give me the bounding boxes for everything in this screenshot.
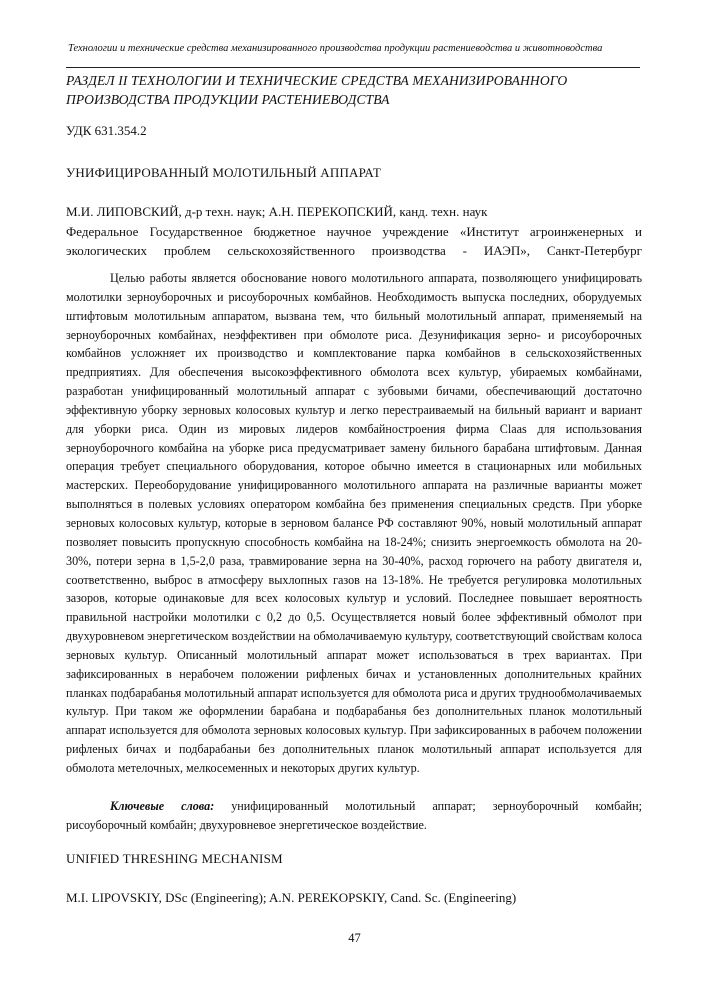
header-divider: [66, 67, 640, 68]
page-number: 47: [348, 931, 361, 945]
keywords-paragraph: [66, 797, 642, 835]
section-title: РАЗДЕЛ II ТЕХНОЛОГИИ И ТЕХНИЧЕСКИЕ СРЕДСТВА МЕХАНИЗИРОВАННОГО ПРОИЗВОДСТВА ПРОДУКЦИИ РАСТЕНИЕВОДСТВА: [66, 73, 568, 107]
english-title: UNIFIED THRESHING MECHANISM: [66, 851, 283, 866]
keywords-text: унифицированный молотильный аппарат; зерноуборочный комбайн; рисоуборочный комбайн; двухуровневое энергетическое воздействие.: [66, 799, 642, 832]
udc-code: УДК 631.354.2: [66, 123, 147, 138]
keywords-label: Ключевые слова:: [110, 799, 215, 813]
authors: М.И. ЛИПОВСКИЙ, д-р техн. наук; А.Н. ПЕРЕКОПСКИЙ, канд. техн. наук: [66, 204, 488, 219]
english-authors: M.I. LIPOVSKIY, DSc (Engineering); A.N. PEREKOPSKIY, Cand. Sc. (Engineering): [66, 890, 517, 905]
running-header: Технологии и технические средства механизированного производства продукции растениеводства и животноводства: [68, 43, 603, 54]
abstract: Целью работы является обоснование нового молотильного аппарата, позволяющего унифицировать молотилки зерноуборочных и рисоуборочных комбайнов. Необходимость выпуска последних, оборудуемых штифтовым молотильным аппаратом, вызвана тем, что бильный молотильный аппарат, применяемый на зерноуборочных комбайнах, неэффективен при обмолоте риса. Дезунификация зерно- и рисоуборочных комбайнов усложняет их производство и комплектование парка комбайнов в сельскохозяйственных предприятиях. Для обеспечения высокоэффективного обмолота всех культур, убираемых комбайнами, разработан унифицированный молотильный аппарат с зубовыми бичами, обеспечивающий достаточно эффективную уборку зерновых колосовых культур и легко перестраиваемый на бильный вариант и вариант для уборки риса. Один из мировых лидеров комбайностроения фирма Claas для использования зерноуборочного комбайна на уборке риса предусматривает замену бильного барабана штифтовым. Данная операция требует специального оборудования, которое обычно имеется в стационарных или мобильных мастерских. Переоборудование унифицированного молотильного аппарата на различные варианты может выполняться в полевых условиях оператором комбайна без применения специальных средств. При уборке зерновых колосовых культур, которые в зерновом балансе РФ составляют 90%, новый молотильный аппарат позволяет повысить пропускную способность комбайна на 18-24%; снизить энергоемкость обмолота на 20-30%, потери зерна в 1,5-2,0 раза, травмирование зерна на 30-40%, расход горючего на работу двигателя и, соответственно, выброс в атмосферу выхлопных газов на 13-18%. Не требуется регулировка молотильных зазоров, которые одинаковые для всех колосовых культур и условий. Последнее повышает вероятность правильной настройки молотилки с 0,2 до 0,5. Осуществляется новый более эффективный обмолот при двухуровневом энергетическом воздействии на обмолачиваемую культуру, соответствующий свойствам колоса зерновых культур. Описанный молотильный аппарат может использоваться в трех вариантах. При зафиксированных в нерабочем положении рифленых бичах и установленных дополнительных крайних планках подбарабанья молотильный аппарат используется для обмолота риса и других труднообмолачиваемых культур. При таком же оформлении барабана и подбарабанья без дополнительных планок молотильный аппарат используется для обмолота зерновых колосовых культур. При зафиксированных в рабочем положении рифленых бичах и подбарабаньи без дополнительных планок молотильный аппарат используется для обмолота метелочных, мелкосеменных и некоторых других культур.: [66, 271, 642, 775]
affiliation: Федеральное Государственное бюджетное научное учреждение «Институт агроинженерных и экологических проблем сельскохозяйственного производства - ИАЭП», Санкт-Петербург: [66, 224, 642, 258]
paper-title: УНИФИЦИРОВАННЫЙ МОЛОТИЛЬНЫЙ АППАРАТ: [66, 165, 381, 180]
